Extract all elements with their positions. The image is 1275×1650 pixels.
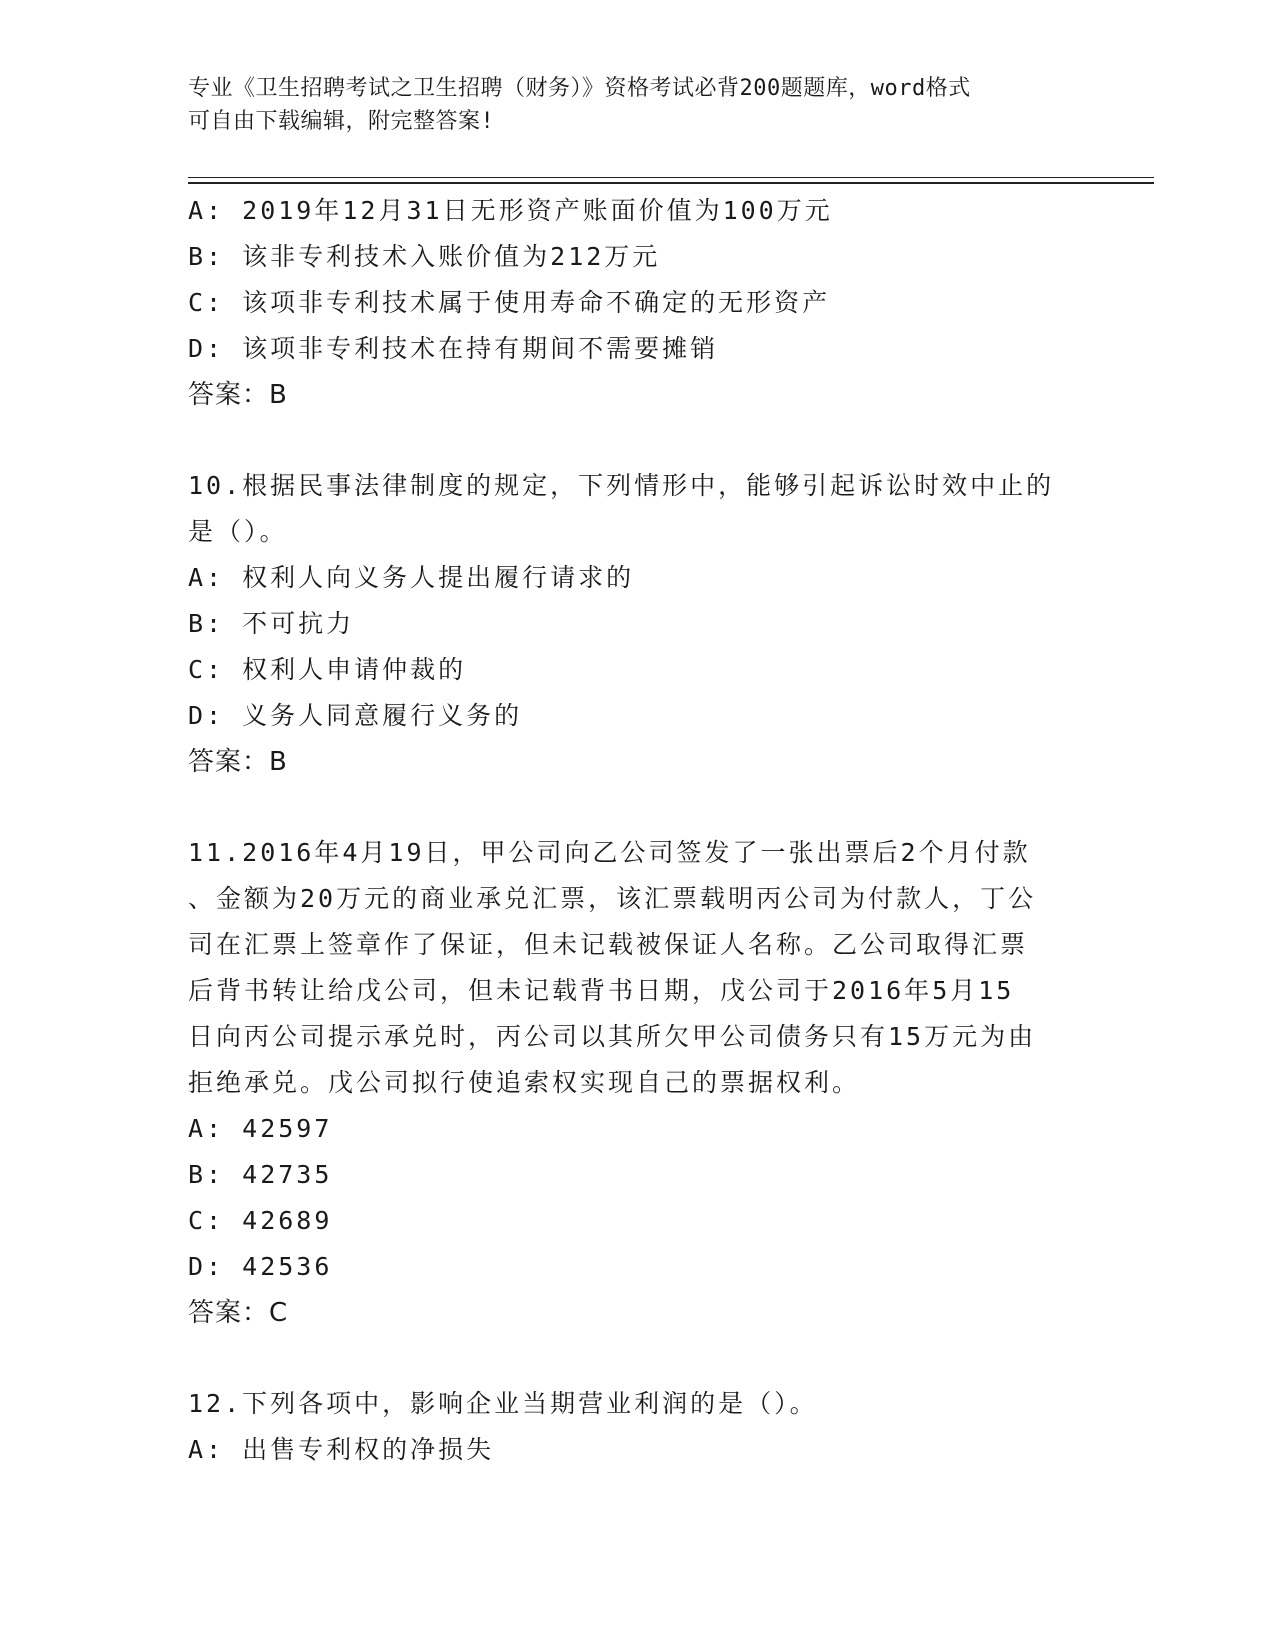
question-stem-line: 10.根据民事法律制度的规定，下列情形中，能够引起诉讼时效中止的 <box>188 471 1055 500</box>
option-a: A: 2019年12月31日无形资产账面价值为100万元 <box>188 196 833 225</box>
option-b: B: 该非专利技术入账价值为212万元 <box>188 242 661 271</box>
option-b: B: 42735 <box>188 1160 333 1189</box>
header-divider-thick <box>188 182 1154 184</box>
spacer <box>188 1336 1088 1381</box>
question-stem-line: 后背书转让给戊公司，但未记载背书日期，戊公司于2016年5月15 <box>188 976 1015 1005</box>
question-stem-line: 11.2016年4月19日，甲公司向乙公司签发了一张出票后2个月付款 <box>188 838 1031 867</box>
document-header <box>188 72 1078 138</box>
question-stem-line: 拒绝承兑。戊公司拟行使追索权实现自己的票据权利。 <box>188 1068 861 1097</box>
option-a: A: 出售专利权的净损失 <box>188 1435 495 1464</box>
option-c: C: 权利人申请仲裁的 <box>188 655 467 684</box>
question-stem-line: 12.下列各项中，影响企业当期营业利润的是（）。 <box>188 1389 818 1418</box>
question-stem-line: 司在汇票上签章作了保证，但未记载被保证人名称。乙公司取得汇票 <box>188 930 1029 959</box>
option-a: A: 权利人向义务人提出履行请求的 <box>188 563 635 592</box>
question-10 <box>188 463 1088 785</box>
answer-line: 答案：B <box>188 380 288 410</box>
answer-line: 答案：B <box>188 747 288 777</box>
header-title-line-1: 专业《卫生招聘考试之卫生招聘（财务）》资格考试必背200题题库，word格式 <box>188 76 971 101</box>
option-c: C: 该项非专利技术属于使用寿命不确定的无形资产 <box>188 288 831 317</box>
option-a: A: 42597 <box>188 1114 333 1143</box>
spacer <box>188 418 1088 463</box>
header-divider-thin <box>188 177 1154 178</box>
question-stem-line: 、金额为20万元的商业承兑汇票，该汇票载明丙公司为付款人，丁公 <box>188 884 1037 913</box>
question-stem-line: 日向丙公司提示承兑时，丙公司以其所欠甲公司债务只有15万元为由 <box>188 1022 1037 1051</box>
option-d: D: 该项非专利技术在持有期间不需要摊销 <box>188 334 719 363</box>
question-9 <box>188 188 1088 418</box>
option-b: B: 不可抗力 <box>188 609 355 638</box>
question-11 <box>188 830 1088 1336</box>
answer-line: 答案：C <box>188 1298 289 1328</box>
document-body <box>188 188 1088 1473</box>
question-12 <box>188 1381 1088 1473</box>
option-d: D: 义务人同意履行义务的 <box>188 701 523 730</box>
option-d: D: 42536 <box>188 1252 333 1281</box>
header-title-line-2: 可自由下载编辑，附完整答案! <box>188 109 495 134</box>
question-stem-line: 是（）。 <box>188 517 288 546</box>
option-c: C: 42689 <box>188 1206 333 1235</box>
spacer <box>188 785 1088 830</box>
